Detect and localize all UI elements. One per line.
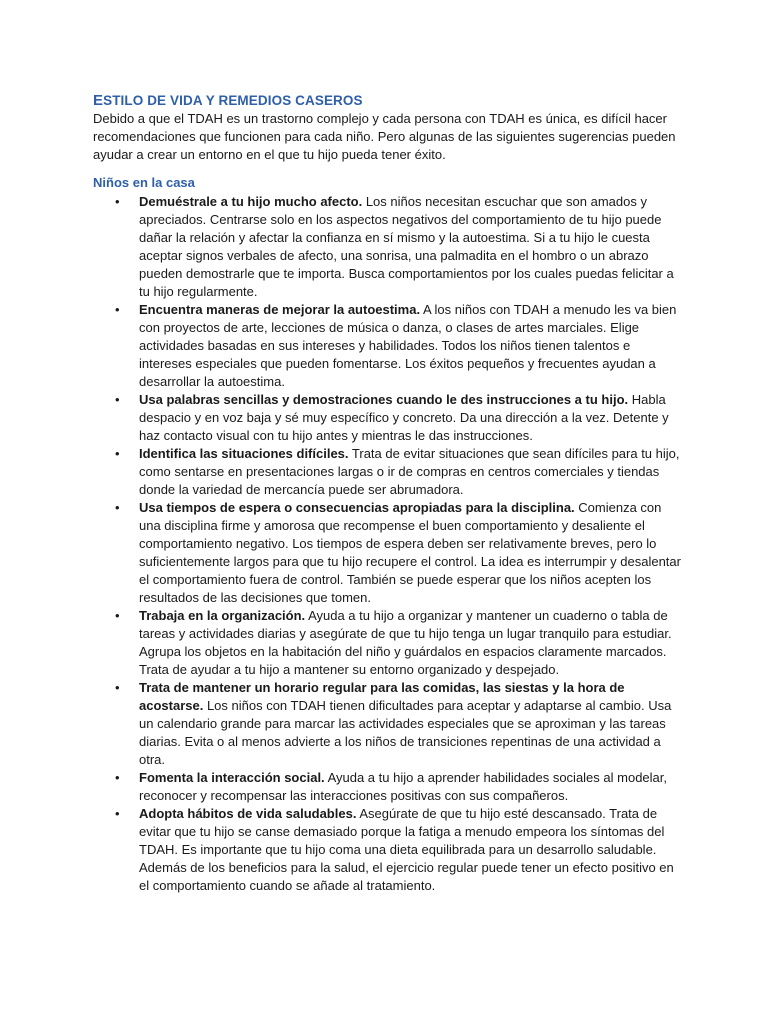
item-text: Comienza con una disciplina firme y amorosa que recompense el buen comportamiento y desaliente el comportamiento negativo. Los tiempos de espera deben ser relativamente breves, pero lo suficientemente largos para que tu hijo recupere el control. La idea es interrumpir y desalentar el comportamiento fuera de control. También se puede esperar que los niños acepten los resultados de las decisiones que tomen.	[139, 500, 681, 605]
section-title-initial: E	[93, 92, 104, 109]
list-item	[93, 679, 683, 769]
list-item	[93, 805, 683, 895]
list-item	[93, 301, 683, 391]
item-heading: Identifica las situaciones difíciles.	[139, 446, 349, 461]
item-heading: Trabaja en la organización.	[139, 608, 306, 623]
bullet-icon: •	[115, 770, 120, 785]
list-item	[93, 391, 683, 445]
item-text: Ayuda a tu hijo a aprender habilidades sociales al modelar, reconocer y recompensar las interacciones positivas con sus compañeros.	[139, 770, 667, 803]
item-heading: Encuentra maneras de mejorar la autoestima.	[139, 302, 421, 317]
item-text: Ayuda a tu hijo a organizar y mantener un cuaderno o tabla de tareas y actividades diarias y asegúrate de que tu hijo tenga un lugar tranquilo para estudiar. Agrupa los objetos en la habitación del niño y guárdalos en espacios claramente marcados. Trata de ayudar a tu hijo a mantener su entorno organizado y despejado.	[139, 608, 672, 677]
bullet-icon: •	[115, 500, 120, 515]
list-item	[93, 499, 683, 607]
item-text: Habla despacio y en voz baja y sé muy específico y concreto. Da una dirección a la vez. Detente y haz contacto visual con tu hijo antes y mientras le das instrucciones.	[139, 392, 669, 443]
item-heading: Fomenta la interacción social.	[139, 770, 325, 785]
list-item	[93, 607, 683, 679]
document-page	[93, 92, 683, 895]
item-heading: Usa palabras sencillas y demostraciones cuando le des instrucciones a tu hijo.	[139, 392, 629, 407]
intro-paragraph: Debido a que el TDAH es un trastorno complejo y cada persona con TDAH es única, es difícil hacer recomendaciones que funcionen para cada niño. Pero algunas de las siguientes sugerencias pueden ayudar a crear un entorno en el que tu hijo pueda tener éxito.	[93, 111, 676, 162]
section-title-rest: STILO DE VIDA Y REMEDIOS CASEROS	[103, 93, 363, 108]
bullet-icon: •	[115, 392, 120, 407]
bullet-icon: •	[115, 194, 120, 209]
item-text: Trata de evitar situaciones que sean difíciles para tu hijo, como sentarse en presentaciones largas o ir de compras en centros comerciales y tiendas donde la variedad de mercancía puede ser abrumadora.	[139, 446, 680, 497]
item-text: A los niños con TDAH a menudo les va bien con proyectos de arte, lecciones de música o danza, o clases de artes marciales. Elige actividades basadas en sus intereses y habilidades. Todos los niños tienen talentos e intereses especiales que pueden fomentarse. Los éxitos pequeños y frecuentes ayudan a desarrollar la autoestima.	[139, 302, 677, 389]
list-item	[93, 445, 683, 499]
bullet-icon: •	[115, 680, 120, 695]
section-title	[93, 92, 683, 109]
subsection-title: Niños en la casa	[93, 175, 195, 190]
item-heading: Demuéstrale a tu hijo mucho afecto.	[139, 194, 363, 209]
item-text: Los niños con TDAH tienen dificultades para aceptar y adaptarse al cambio. Usa un calendario grande para marcar las actividades especiales que se aproximan y las tareas diarias. Evita o al menos advierte a los niños de transiciones repentinas de una actividad a otra.	[139, 698, 672, 767]
bullet-icon: •	[115, 302, 120, 317]
bullet-icon: •	[115, 608, 120, 623]
item-heading: Trata de mantener un horario regular para las comidas, las siestas y la hora de acostarse.	[139, 680, 625, 713]
bullet-icon: •	[115, 806, 120, 821]
tips-list	[93, 193, 683, 895]
item-text: Asegúrate de que tu hijo esté descansado. Trata de evitar que tu hijo se canse demasiado porque la fatiga a menudo empeora los síntomas del TDAH. Es importante que tu hijo coma una dieta equilibrada para un desarrollo saludable. Además de los beneficios para la salud, el ejercicio regular puede tener un efecto positivo en el comportamiento cuando se añade al tratamiento.	[139, 806, 674, 893]
item-text: Los niños necesitan escuchar que son amados y apreciados. Centrarse solo en los aspectos negativos del comportamiento de tu hijo puede dañar la relación y afectar la confianza en sí mismo y la autoestima. Si a tu hijo le cuesta aceptar signos verbales de afecto, una sonrisa, una palmadita en el hombro o un abrazo pueden demostrarle que te importa. Busca comportamientos por los cuales puedas felicitar a tu hijo regularmente.	[139, 194, 674, 299]
item-heading: Adopta hábitos de vida saludables.	[139, 806, 357, 821]
list-item	[93, 193, 683, 301]
item-heading: Usa tiempos de espera o consecuencias apropiadas para la disciplina.	[139, 500, 575, 515]
list-item	[93, 769, 683, 805]
bullet-icon: •	[115, 446, 120, 461]
